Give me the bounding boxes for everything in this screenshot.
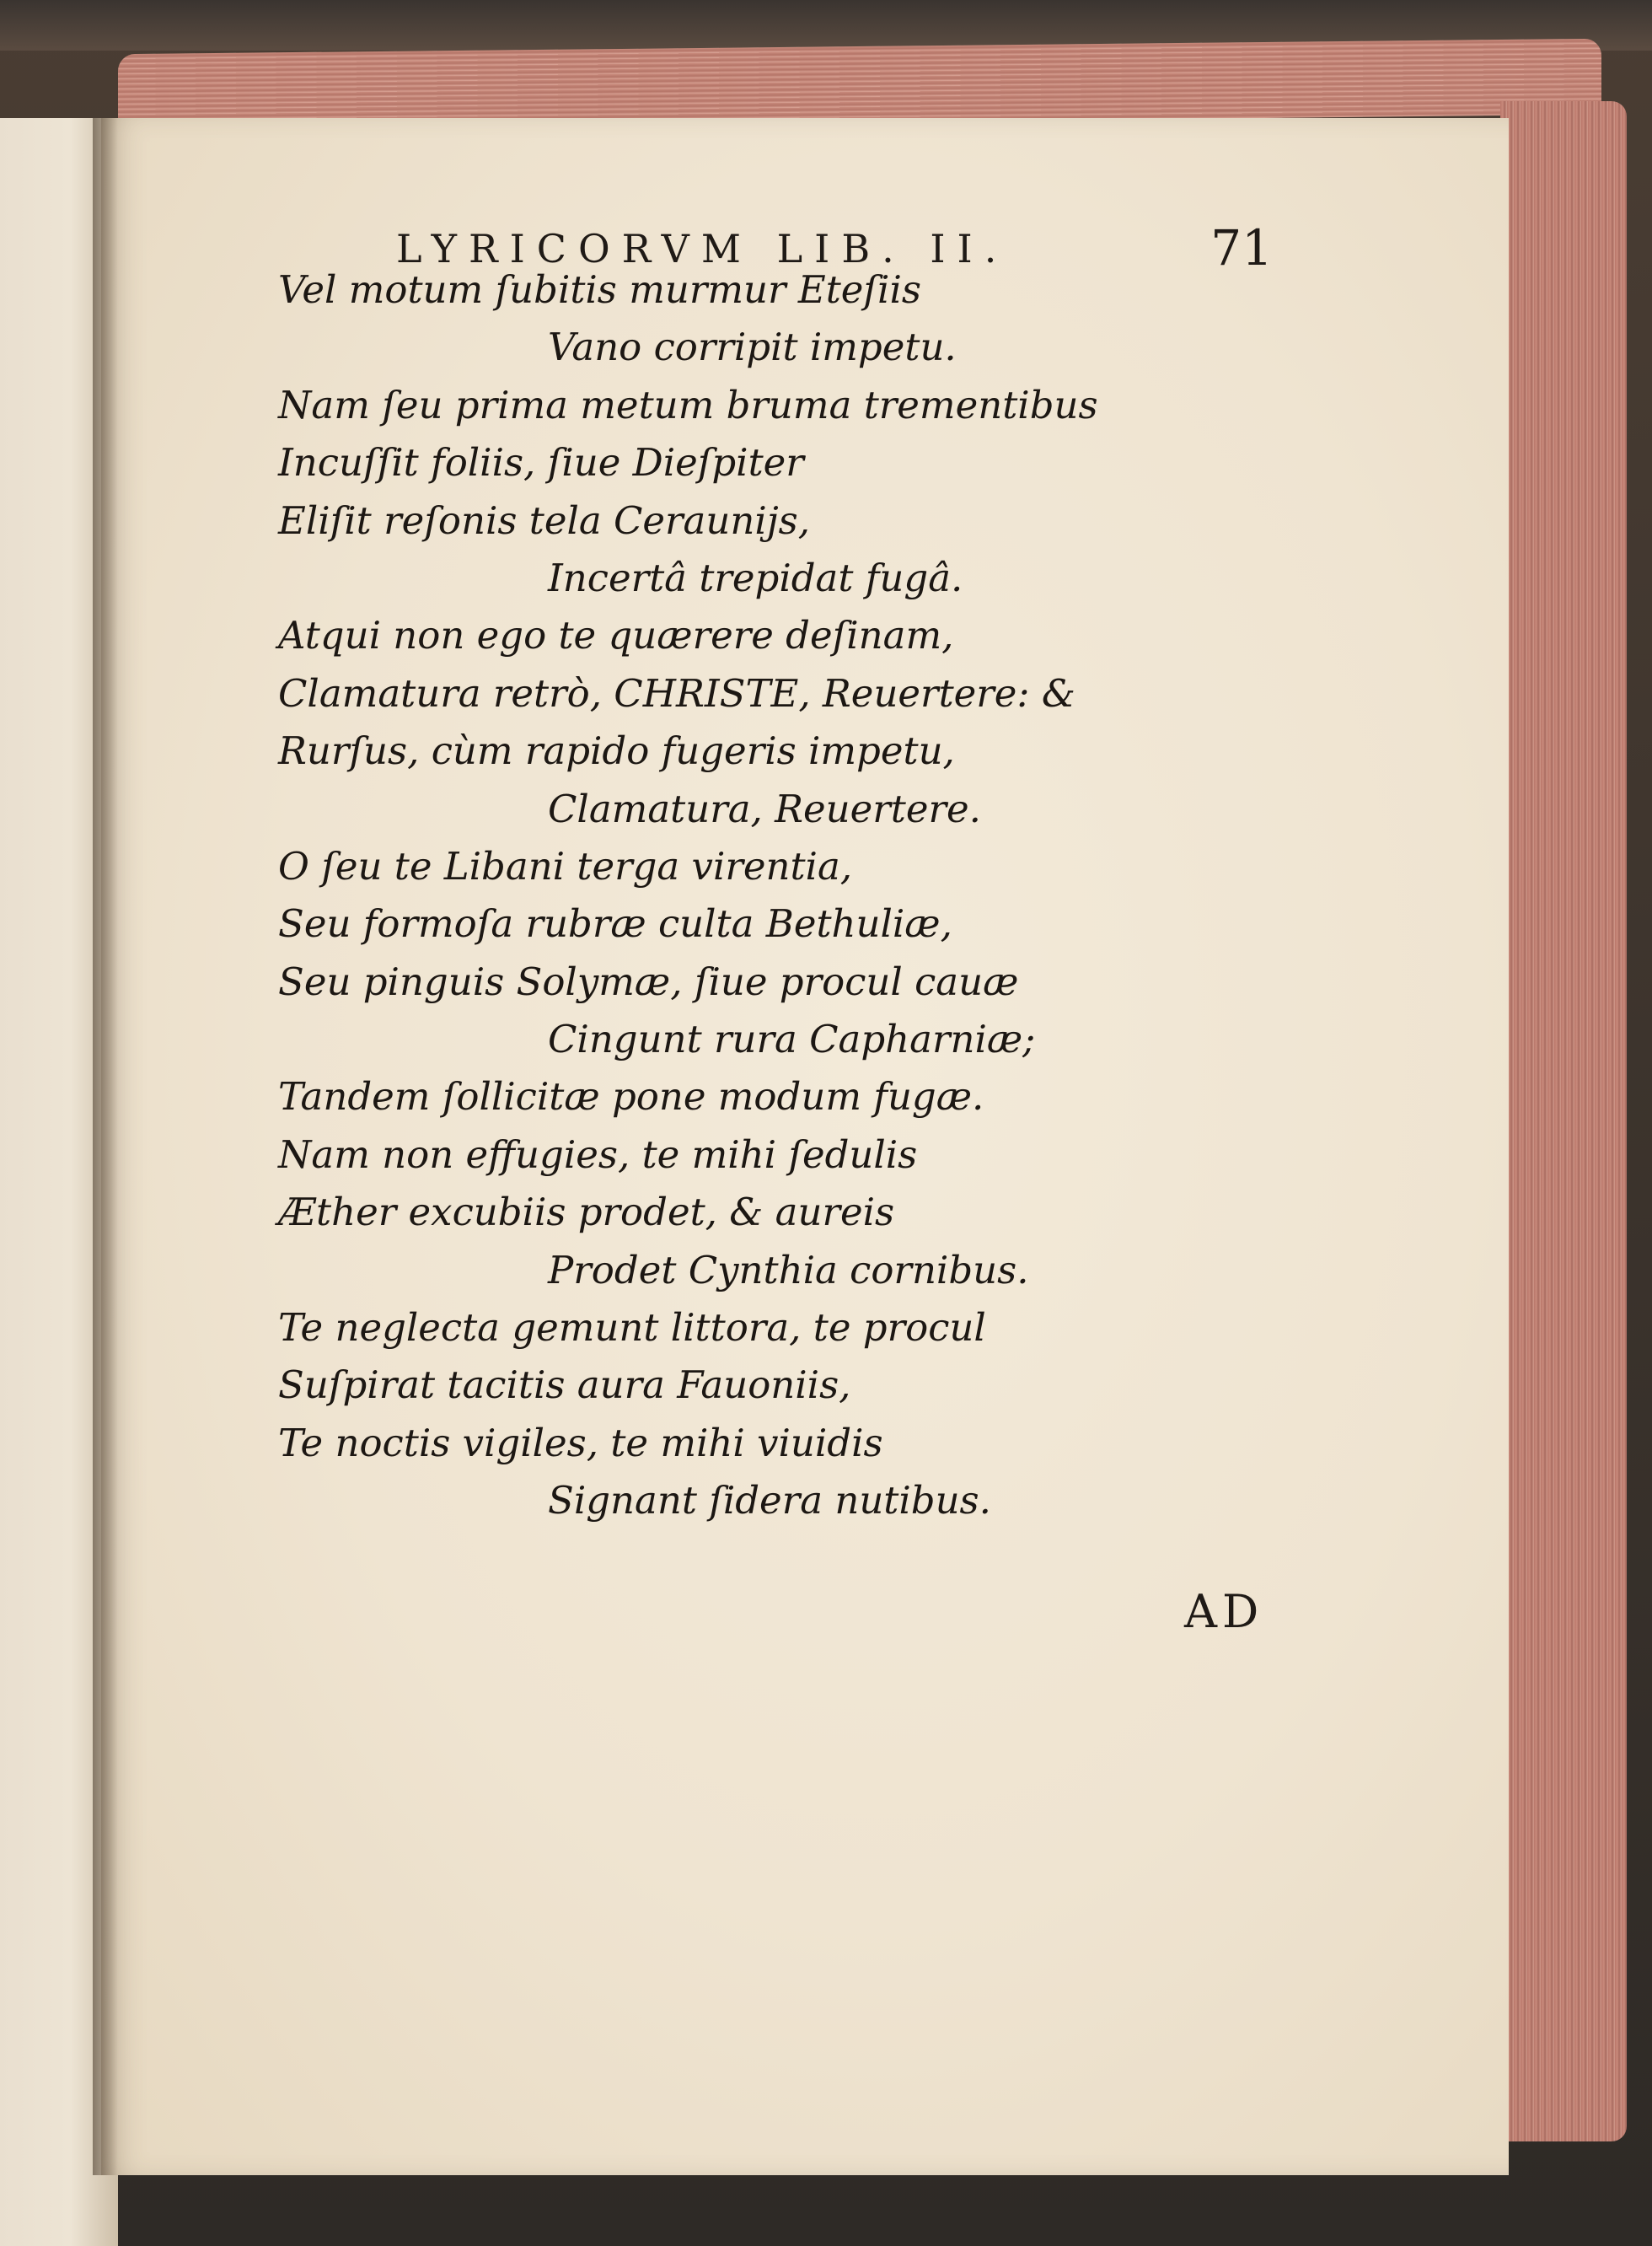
verse-line: O ſeu te Libani terga virentia,: [278, 843, 853, 889]
verse-line: Vano corripit impetu.: [548, 325, 957, 370]
verse-line: Atqui non ego te quærere deſinam,: [278, 613, 954, 658]
verse-line: Suſpirat tacitis aura Fauoniis,: [278, 1362, 851, 1408]
verse-text: [278, 261, 1290, 1530]
catchword: AD: [1184, 1585, 1264, 1638]
verse-line: Nam ſeu prima metum bruma trementibus: [278, 382, 1098, 427]
verse-line: Signant ſidera nutibus.: [548, 1478, 991, 1523]
running-head: LYRICORVM LIB. II.: [396, 226, 1009, 271]
verse-line: Incertâ trepidat fugâ.: [548, 555, 963, 600]
verse-line: Cingunt rura Capharniæ;: [548, 1017, 1036, 1062]
verse-line: Te noctis vigiles, te mihi viuidis: [278, 1420, 883, 1465]
verse-line: Seu pinguis Solymæ, ſiue procul cauæ: [278, 959, 1019, 1004]
verse-line: Tandem ſollicitæ pone modum fugæ.: [278, 1074, 984, 1120]
verse-line: Incuſſit foliis, ſiue Dieſpiter: [278, 440, 804, 486]
fore-edge: [1500, 101, 1627, 2141]
verse-line: Te neglecta gemunt littora, te procul: [278, 1305, 986, 1351]
top-page-edges: [118, 39, 1601, 130]
verse-line: Seu formoſa rubræ culta Bethuliæ,: [278, 901, 952, 947]
verse-line: Nam non effugies, te mihi ſedulis: [278, 1131, 918, 1177]
verse-line: Vel motum ſubitis murmur Eteſiis: [278, 267, 921, 312]
page-number: 71: [1210, 219, 1273, 277]
verse-line: Clamatura retrò, CHRISTE, Reuertere: &: [278, 670, 1075, 716]
verse-line: Rurſus, cùm rapido fugeris impetu,: [278, 728, 955, 774]
page-gutter-shadow: [93, 118, 118, 2175]
verse-line: Prodet Cynthia cornibus.: [548, 1247, 1029, 1292]
verse-line: Clamatura, Reuertere.: [548, 786, 981, 831]
verse-line: Eliſit reſonis tela Ceraunijs,: [278, 497, 811, 543]
verse-line: Æther excubiis prodet, & aureis: [278, 1190, 895, 1235]
